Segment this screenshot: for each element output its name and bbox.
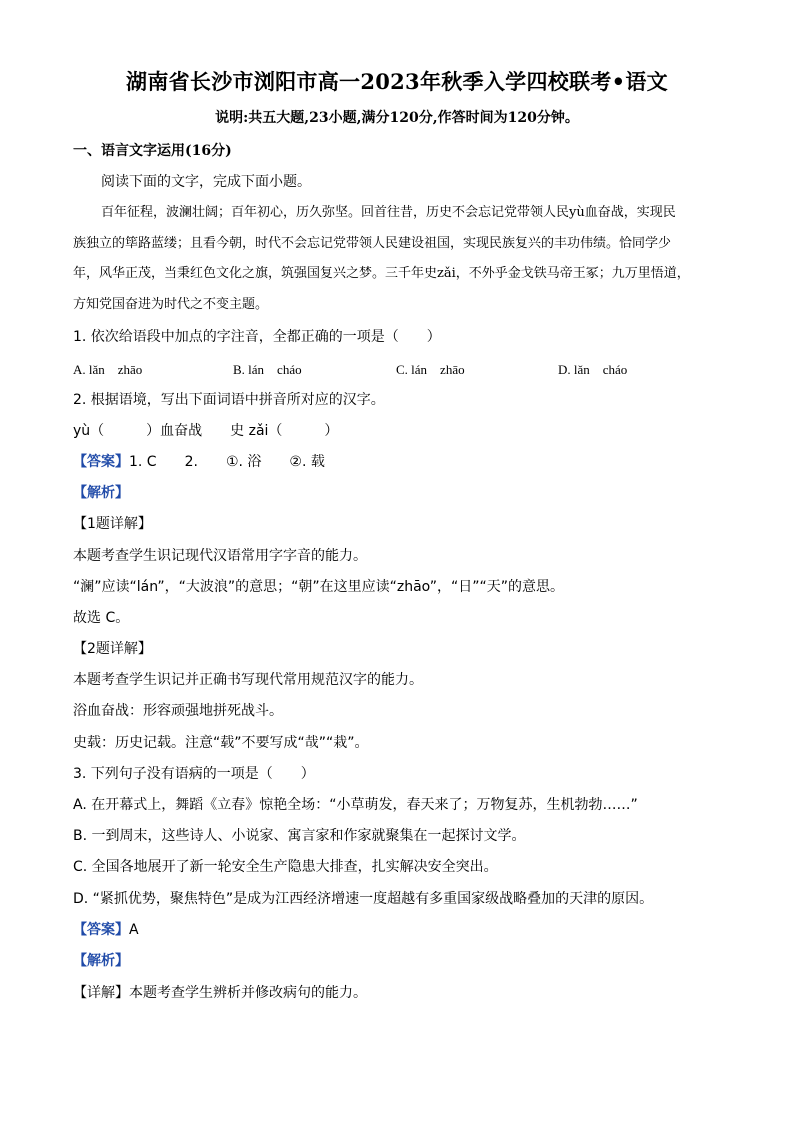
q3-option-d: D. “紧抓优势，聚焦特色”是成为江西经济增速一度超越有多重国家级战略叠加的天津的原因。 [73, 891, 654, 907]
question-1-options [73, 359, 723, 377]
analysis-tag [73, 484, 129, 502]
analysis-label-3: 【解析】 [73, 953, 129, 969]
detail-2-tag: 【2题详解】 [73, 641, 152, 657]
detail-2-line-3: 史载：历史记载。注意“载”不要写成“哉”“栽”。 [73, 735, 369, 751]
page-subtitle: 说明:共五大题,23小题,满分120分,作答时间为120分钟。 [215, 110, 579, 126]
answer-block-3 [73, 921, 139, 939]
passage-line-3: 年，风华正茂，当秉红色文化之旗，筑强国复兴之梦。三千年史zǎi，不外乎金戈铁马帝王冢；九万里悟道， [73, 266, 690, 281]
passage-line-4: 方知党国奋进为时代之不变主题。 [73, 297, 269, 312]
detail-1-line-1: 本题考查学生识记现代汉语常用字字音的能力。 [73, 548, 367, 564]
detail-2-line-1: 本题考查学生识记并正确书写现代常用规范汉字的能力。 [73, 672, 423, 688]
answer-block-1 [73, 453, 325, 471]
detail-3 [73, 984, 367, 1002]
passage-line-1: 百年征程，波澜壮阔；百年初心，历久弥坚。回首往昔，历史不会忘记党带领人民yù血奋战，实现民 [101, 205, 676, 220]
page-title: 湖南省长沙市浏阳市高一2023年秋季入学四校联考•语文 [126, 69, 668, 94]
question-3-stem: 3. 下列句子没有语病的一项是（ ） [73, 766, 315, 782]
option-c: C. lán zhāo [396, 362, 465, 377]
detail-3-text: 本题考查学生辨析并修改病句的能力。 [129, 985, 367, 1001]
option-d: D. lǎn cháo [558, 362, 628, 377]
passage-line-2: 族独立的筚路蓝缕；且看今朝，时代不会忘记党带领人民建设祖国，实现民族复兴的丰功伟绩。恰同学少 [73, 236, 672, 251]
option-b: B. lán cháo [233, 362, 302, 377]
detail-3-tag: 【详解】 [73, 985, 129, 1001]
reading-instruction: 阅读下面的文字，完成下面小题。 [101, 174, 311, 190]
question-1-stem: 1. 依次给语段中加点的字注音，全都正确的一项是（ ） [73, 329, 441, 345]
q3-option-b: B. 一到周末，这些诗人、小说家、寓言家和作家就聚集在一起探讨文学。 [73, 828, 526, 844]
answer-text: 1. C 2. ①. 浴 ②. 载 [129, 454, 325, 470]
answer-tag: 【答案】 [73, 454, 129, 470]
section-heading: 一、语言文字运用(16分) [73, 143, 232, 159]
question-2-blanks: yù（ ）血奋战 史 zǎi（ ） [73, 423, 339, 439]
analysis-label: 【解析】 [73, 485, 129, 501]
detail-2-line-2: 浴血奋战：形容顽强地拼死战斗。 [73, 703, 283, 719]
answer-text-3: A [129, 922, 139, 938]
detail-1-line-3: 故选 C。 [73, 610, 130, 626]
analysis-tag-3 [73, 952, 129, 970]
question-2-stem: 2. 根据语境，写出下面词语中拼音所对应的汉字。 [73, 392, 385, 408]
detail-1-line-2: “澜”应读“lán”，“大波浪”的意思；“朝”在这里应读“zhāo”，“日”“天”的意思。 [73, 579, 564, 595]
answer-tag-3: 【答案】 [73, 922, 129, 938]
q3-option-a: A. 在开幕式上，舞蹈《立春》惊艳全场：“小草萌发，春天来了；万物复苏，生机勃勃……” [73, 797, 638, 813]
option-a: A. lǎn zhāo [73, 362, 143, 377]
q3-option-c: C. 全国各地展开了新一轮安全生产隐患大排查，扎实解决安全突出。 [73, 859, 498, 875]
detail-1-tag: 【1题详解】 [73, 516, 152, 532]
